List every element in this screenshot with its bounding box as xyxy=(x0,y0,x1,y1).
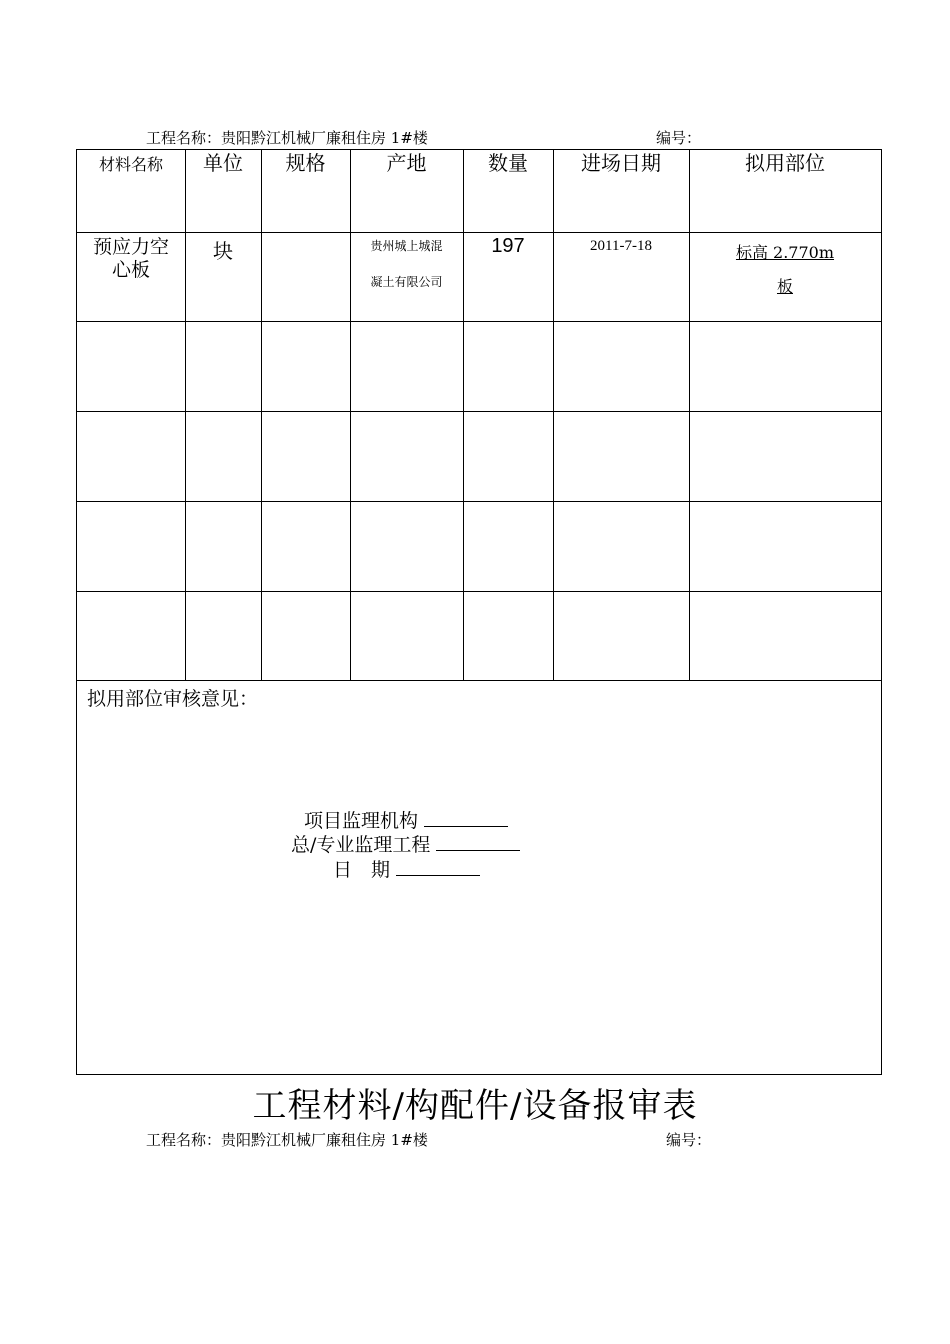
column-header-spec: 规格 xyxy=(285,151,326,175)
material-name-line: 预应力空 xyxy=(92,236,169,258)
quantity-cell: 197 xyxy=(491,235,525,257)
supervision-org-line xyxy=(304,806,508,833)
signature-blank xyxy=(436,834,520,851)
entry-date-cell: 2011-7-18 xyxy=(590,238,652,254)
column-divider xyxy=(463,150,464,680)
supervision-org-label: 项目监理机构 xyxy=(304,810,419,832)
column-divider xyxy=(350,150,351,680)
unit-cell: 块 xyxy=(213,239,233,263)
form-title: 工程材料/构配件/设备报审表 xyxy=(252,1086,698,1126)
intended-location-cell xyxy=(689,236,881,304)
origin-line: 贵州城上城混 xyxy=(370,239,443,253)
row-divider xyxy=(77,591,881,592)
column-divider xyxy=(185,150,186,680)
form-number-label: 编号： xyxy=(666,1131,712,1149)
supervising-engineer-line xyxy=(291,830,520,857)
material-name-cell xyxy=(77,236,185,282)
row-divider xyxy=(77,411,881,412)
project-name-label: 工程名称：贵阳黔江机械厂廉租住房 1#楼 xyxy=(146,1131,428,1149)
row-divider xyxy=(77,501,881,502)
row-divider xyxy=(77,680,881,681)
column-header-unit: 单位 xyxy=(203,151,243,175)
location-line: 板 xyxy=(776,277,793,296)
supervising-engineer-label: 总/专业监理工程 xyxy=(291,834,431,856)
origin-cell xyxy=(350,238,463,290)
review-date-line xyxy=(333,855,480,882)
material-name-line: 心板 xyxy=(111,259,150,281)
column-divider xyxy=(689,150,690,680)
signature-blank xyxy=(396,859,480,876)
project-name-label: 工程名称：贵阳黔江机械厂廉租住房 1#楼 xyxy=(146,129,428,147)
row-divider xyxy=(77,321,881,322)
column-header-quantity: 数量 xyxy=(488,151,528,175)
review-date-label: 日 期 xyxy=(333,859,391,881)
column-divider xyxy=(261,150,262,680)
origin-line: 凝土有限公司 xyxy=(370,275,443,289)
review-opinion-heading: 拟用部位审核意见： xyxy=(87,688,259,710)
form-number-label: 编号： xyxy=(656,129,702,147)
column-header-material-name: 材料名称 xyxy=(98,155,163,174)
materials-form-table xyxy=(76,149,882,1075)
column-header-entry-date: 进场日期 xyxy=(581,151,661,175)
signature-blank xyxy=(424,810,508,827)
column-header-intended-location: 拟用部位 xyxy=(745,151,825,175)
column-header-origin: 产地 xyxy=(386,151,427,175)
row-divider xyxy=(77,232,881,233)
location-line: 标高 2.770m xyxy=(735,243,835,262)
column-divider xyxy=(553,150,554,680)
